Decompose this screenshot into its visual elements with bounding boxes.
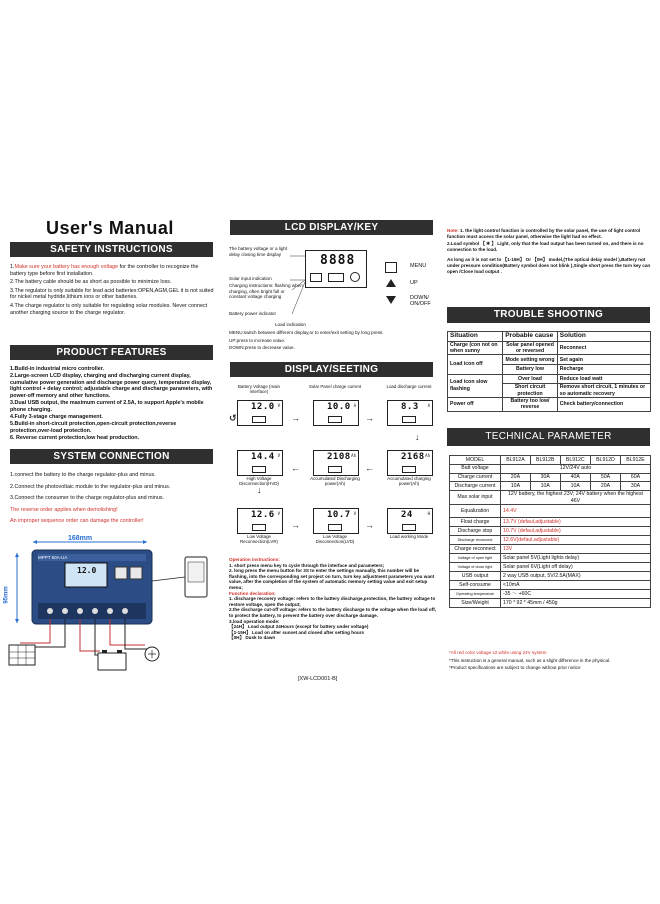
parameter-value: Solar panel 6V(Light off delay) (501, 563, 651, 572)
display-screen-unit: A (353, 403, 356, 408)
lcd-battpower-label: Battery power indicator (229, 311, 276, 316)
display-screen (313, 400, 359, 426)
flow-arrow-icon: → (291, 520, 300, 530)
flow-arrow-icon: ↓ (415, 432, 420, 442)
up-key-label: UP (410, 280, 418, 286)
operation-p1: 1. short press menu key to cycle through the interface and parameters; (229, 562, 385, 568)
trouble-cell: Battery low (503, 365, 558, 375)
lcd-battery-label: The battery voltage or a light delay closing time display (229, 246, 288, 257)
mode-24h: 【24H】 Load output 24Hours (except for battery under voltage) (229, 624, 369, 630)
menu-key-label: MENU (410, 263, 427, 269)
display-screen-label: Battery Voltage (main interface) (238, 384, 280, 394)
trouble-cell: Check battery/connection (557, 398, 650, 412)
display-screen-value: 12.0 (251, 402, 275, 412)
safety-item-number: 1. (10, 264, 15, 270)
display-screen-label: Accumulated Discharging power(Ah) (310, 476, 360, 486)
technical-footnotes (449, 650, 657, 671)
model-code: [XW-LCD001-B] (298, 676, 338, 682)
technical-row (450, 536, 651, 545)
display-screen-unit: H (427, 511, 430, 516)
connection-steps (10, 472, 216, 525)
height-dimension: 95mm (3, 586, 10, 604)
safety-item-text: The charge regulator is only suitable for regulating solar modules. Never connect another charging source to the charge regulator. (10, 302, 208, 316)
safety-item (10, 288, 216, 301)
display-screen (387, 508, 433, 534)
technical-label: MODEL (450, 456, 501, 465)
connection-step-3: 3.Connect the consumer to the charge regulator-plus and minus. (10, 495, 165, 502)
battery-icon (402, 416, 416, 423)
technical-row (450, 527, 651, 536)
trouble-cell: Load icon slow flashing (448, 374, 503, 397)
display-screen (313, 450, 359, 476)
charge-current-cell: 50A (590, 473, 620, 482)
technical-row (450, 590, 651, 599)
safety-item-number: 2. (10, 279, 15, 286)
technical-label: Batt voltage (450, 464, 501, 473)
lcd-display-value: 8888 (320, 253, 356, 268)
lcd-charging-label: Charging instructions: flashing when charging, often bright full or constant voltage charging (229, 283, 303, 300)
trouble-cell: Power off (448, 398, 503, 412)
display-screen (387, 400, 433, 426)
display-screen-unit: A (427, 403, 430, 408)
trouble-cell: Charge (con not on when sunny (448, 341, 503, 355)
note-label: Note: (447, 228, 459, 233)
flow-arrow-icon: → (365, 520, 374, 530)
trouble-row (448, 355, 651, 365)
lcd-load-label: Load indication (275, 322, 306, 327)
model-cell: BL912B (530, 456, 560, 465)
technical-label: Charge reconnect (450, 545, 501, 554)
technical-row (450, 599, 651, 608)
display-screen-label: Load working Mode (389, 534, 429, 539)
parameter-value: <10mA (501, 581, 651, 590)
technical-row (450, 473, 651, 482)
display-screen-unit: Ah (351, 453, 356, 458)
technical-label: Size/Weight (450, 599, 501, 608)
trouble-cell: Over load (503, 374, 558, 384)
battery-icon (328, 524, 342, 531)
lcd-battery-icon (328, 273, 344, 282)
technical-label: Discharge reconnect (450, 536, 501, 545)
display-screen-label: High Voltage Disconnection(HVD) (239, 476, 279, 486)
technical-label: USB output (450, 572, 501, 581)
technical-row (450, 518, 651, 527)
battery-icon (252, 466, 266, 473)
technical-label: Max solar input (450, 491, 501, 505)
trouble-cell: Recharge (557, 365, 650, 375)
technical-label: Voltage of open light (450, 554, 501, 563)
down-key-icon[interactable] (386, 296, 396, 304)
parameter-value: -35 ～ +60C (501, 590, 651, 599)
technical-label: Self-consume (450, 581, 501, 590)
note-2: 2.Load symbol 【 ✱ 】 Light, only that the load output has been turned on, and there is no connection to the load. (447, 241, 644, 252)
safety-item-text: for the controller to recognize the battery type before first installation. (10, 264, 199, 277)
connection-warning-1: The reverse order applies when demolishing! (10, 506, 118, 513)
feature-item: 3.Dual USB output, the maximum current of 2.5A, to support Apple's mobile phone charging. (10, 400, 204, 413)
technical-row (450, 464, 651, 473)
discharge-current-cell: 10A (501, 482, 531, 491)
display-screen-value: 10.0 (327, 402, 351, 412)
down-key-label: DOWN/ ON/OFF (410, 295, 431, 307)
function-heading: Function declaration: (229, 590, 276, 596)
device-label: MPPT 60A-UA (38, 555, 68, 560)
parameter-value: 12.6V(defaul,adjustable) (501, 536, 651, 545)
trouble-table (447, 331, 651, 412)
technical-label: Equalization (450, 505, 501, 518)
function-3: 3.load operation mode: (229, 618, 280, 624)
trouble-row (448, 398, 651, 412)
safety-item-text: The regulator is only suitable for lead acid batteries:OPEN,AGM,GEL it is not suited for nickel metal hydride,lithium ions or other batteries. (10, 287, 214, 301)
trouble-header-row (448, 332, 651, 342)
technical-label: Float charge (450, 518, 501, 527)
parameter-value: 170 * 92 * 45mm / 450g (501, 599, 651, 608)
footnote-1: *All red color voltage x2 while using 24V system (449, 650, 547, 655)
manual-title: User's Manual (46, 218, 174, 238)
trouble-cell: Solar panel opened or reversed (503, 341, 558, 355)
technical-row (450, 581, 651, 590)
lcd-display (305, 250, 367, 288)
lcd-solar-label: Solar input indication (229, 276, 272, 281)
discharge-current-cell: 20A (590, 482, 620, 491)
lcd-bulb-icon (350, 272, 360, 282)
model-cell: BL912A (501, 456, 531, 465)
model-cell: BL912D (590, 456, 620, 465)
technical-label: Voltage of close light (450, 563, 501, 572)
technical-row (450, 572, 651, 581)
safety-item (10, 303, 216, 316)
parameter-value: 10.7V (defaul,adjustable) (501, 527, 651, 536)
model-cell: BL912C (560, 456, 590, 465)
technical-label: Charge current (450, 473, 501, 482)
seeting-heading: DISPLAY/SEETING (230, 362, 433, 377)
lcd-note-down: DOWN:press to decrease value. (229, 345, 295, 351)
technical-label: Operating temperature (450, 590, 501, 599)
mode-0h: 【0H】 Dusk to dawn (229, 635, 276, 641)
feature-item: 1.Build-in industrial micro controller. (10, 366, 105, 372)
trouble-header-cell: Situation (448, 332, 503, 342)
charge-current-cell: 60A (621, 473, 651, 482)
technical-row (450, 456, 651, 465)
connection-warning-2: An improper sequence order can damage the controller! (10, 518, 144, 525)
flow-arrow-icon: → (291, 413, 300, 423)
connection-heading: SYSTEM CONNECTION (10, 449, 213, 464)
charge-current-cell: 40A (560, 473, 590, 482)
display-screen (237, 450, 283, 476)
footnote-3: *Product specifications are subject to change without prior notice (449, 665, 581, 671)
technical-row (450, 505, 651, 518)
technical-row (450, 482, 651, 491)
note-1 (447, 228, 652, 239)
display-screen-value: 24 (401, 510, 413, 520)
display-screen-value: 10.7 (327, 510, 351, 520)
display-screen-unit: V (277, 403, 280, 408)
trouble-row (448, 374, 651, 384)
display-screen (313, 508, 359, 534)
technical-row (450, 491, 651, 505)
trouble-cell: Load icon off (448, 355, 503, 374)
technical-label: Discharge stop (450, 527, 501, 536)
trouble-header-cell: Solution (557, 332, 650, 342)
feature-item: 2.Large-screen LCD display, charging and discharging current display, cumulative power generation and discharge power query, temperature display, light control + delay control; adjustable charge and discharge parameters, with power-off memory and other functions. (10, 373, 213, 399)
flow-arrow-icon: → (365, 413, 374, 423)
technical-row (450, 554, 651, 563)
lcd-note-menu: MENU:switch between different display,or to enter/exit setting by long press. (229, 330, 384, 335)
trouble-cell: Reconnect (557, 341, 650, 355)
trouble-cell: Short circuit protection (503, 384, 558, 398)
trouble-heading: TROUBLE SHOOTING (447, 307, 650, 323)
discharge-current-cell: 10A (530, 482, 560, 491)
flow-arrow-icon: ← (365, 463, 374, 473)
display-screen-unit: V (277, 511, 280, 516)
display-screen (237, 400, 283, 426)
display-screen-unit: V (277, 453, 280, 458)
trouble-header-cell: Probable cause (503, 332, 558, 342)
model-cell: BL912E (621, 456, 651, 465)
display-screen-value: 8.3 (401, 402, 419, 412)
battery-icon (328, 416, 342, 423)
discharge-current-cell: 30A (621, 482, 651, 491)
lcd-heading: LCD DISPLAY/KEY (230, 220, 433, 235)
safety-item-number: 4. (10, 302, 15, 309)
note-section (447, 228, 652, 274)
feature-item: 4.Fully 3-stage charge management. (10, 413, 103, 420)
display-screen-value: 12.6 (251, 510, 275, 520)
display-screen-label: Load discharge current (386, 384, 432, 389)
technical-row (450, 545, 651, 554)
lcd-callout-lines (290, 250, 310, 330)
features-list (10, 366, 216, 442)
trouble-cell: Mode setting wrong (503, 355, 558, 365)
safety-item (10, 279, 216, 286)
function-1: 1. discharge recovery voltage: refers to the battery discharge,protection, the battery voltage to restore voltage, open the output; (229, 596, 436, 607)
trouble-cell: Remove short circuit, 1 minutes or so automatic recovery (557, 384, 650, 398)
features-heading: PRODUCT FEATURES (10, 345, 213, 360)
note-3: As long as it is not set to 【1-15H】 Or 【0H】 model,(The optical delay model ),Battery not under pressure condition(Battery symbol does not blink ),Single short press the turn key can open /Close load output . (447, 257, 651, 274)
display-screen (387, 450, 433, 476)
charge-current-cell: 20A (501, 473, 531, 482)
display-screen-unit: V (353, 511, 356, 516)
battery-icon (402, 466, 416, 473)
display-screen-value: 2168 (401, 452, 425, 462)
feature-item: 6. Reverse current protection,low heat production. (10, 434, 140, 441)
battery-icon (252, 416, 266, 423)
flow-arrow-icon: ← (291, 463, 300, 473)
technical-row (450, 563, 651, 572)
safety-item-highlight: Make sure your battery has enough voltage (14, 264, 119, 270)
footnote-2: *This instruction is a general manual, such as a slight difference in the physical. (449, 657, 611, 663)
technical-label: Discharge current (450, 482, 501, 491)
lcd-solar-icon (310, 273, 322, 282)
safety-item (10, 264, 216, 277)
discharge-current-cell: 10A (560, 482, 590, 491)
display-screen-label: Accumulated charging power(Ah) (387, 476, 431, 486)
menu-key[interactable] (385, 262, 397, 273)
safety-item-number: 3. (10, 287, 15, 294)
display-screen-label: Solar Panel charge current (308, 384, 362, 389)
operation-heading: Operation instructions: (229, 557, 280, 562)
device-screen-value: 12.0 (77, 566, 97, 575)
flow-arrow-icon: ↓ (257, 485, 262, 495)
connection-step-1: 1.connect the battery to the charge regulator-plus and minus. (10, 472, 156, 478)
parameter-value: 14.4V (501, 505, 651, 518)
parameter-value: Solar panel 5V(Light lights delay) (501, 554, 651, 563)
display-screen-value: 14.4 (251, 452, 275, 462)
up-key-icon[interactable] (386, 279, 396, 287)
display-screen-unit: Ah (425, 453, 430, 458)
trouble-cell: Reduce load watt (557, 374, 650, 384)
batt-voltage-value: 12V/24V auto (501, 464, 651, 473)
parameter-value: 2 way USB output, 5V/2.5A(MAX) (501, 572, 651, 581)
feature-item: 5.Build-in short-circuit protection,open-circuit protection,reverse protection,over-load protection. (10, 421, 177, 434)
display-screen-value: 2108 (327, 452, 351, 462)
technical-heading: TECHNICAL PARAMETER (447, 428, 650, 446)
width-dimension: 168mm (68, 535, 93, 542)
note-1-text: 1. the light control function is controlled by the solar panel, the use of light control function must access the solar panel, otherwise the light had no effect. (447, 228, 641, 239)
trouble-cell: Set again (557, 355, 650, 365)
flow-arrow-icon: ↺ (229, 413, 237, 423)
battery-icon (328, 466, 342, 473)
trouble-row (448, 341, 651, 355)
operation-p2: 2. long press the menu button for 3S to enter the settings manually, this number will be flashing, into the corresponding set project on turn, turn key adjustment parameters you want value, after the completion of the system of automatic memory setting value and exit setup menu; (229, 568, 435, 590)
battery-icon (402, 524, 416, 531)
parameter-value: 13V (501, 545, 651, 554)
connection-step-2: 2.Connect the photovoltaic module to the regulator-plus and minus. (10, 483, 171, 490)
operation-section (229, 557, 439, 641)
display-screen-label: Low Voltage Disconnection(LVD) (315, 534, 355, 544)
safety-heading: SAFETY INSTRUCTIONS (10, 242, 213, 257)
parameter-value: 13.7V (defaul,adjustable) (501, 518, 651, 527)
mode-1-15h: 【1-15H】 Load on after sunset and closed after setting hours (229, 629, 365, 635)
lcd-note-up: UP:press to increase value. (229, 337, 286, 343)
display-screen (237, 508, 283, 534)
safety-item-text: The battery cable should be as short as possible to minimize loss. (14, 279, 172, 286)
battery-icon (252, 524, 266, 531)
safety-list (10, 264, 216, 318)
charge-current-cell: 30A (530, 473, 560, 482)
technical-table (449, 455, 651, 608)
screens-grid (229, 380, 437, 556)
max-solar-value: 12V battery, the highest 23V; 24V battery when the highest 46V (501, 491, 651, 505)
function-2: 2.the discharge cut-off voltage: refers to the battery discharge to the voltage when the load off, to protect the battery, to prevent the battery over discharge damage. (229, 607, 437, 618)
lcd-notes (229, 330, 434, 351)
display-screen-label: Low Voltage Reconnection(LVR) (240, 534, 278, 544)
trouble-cell: Battery too low/ reverse (503, 398, 558, 412)
